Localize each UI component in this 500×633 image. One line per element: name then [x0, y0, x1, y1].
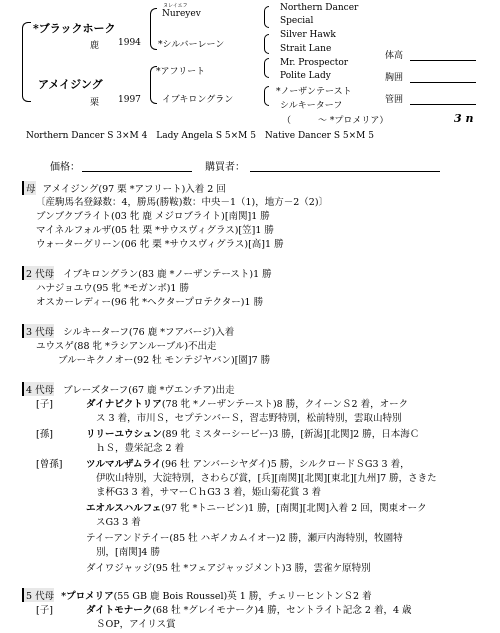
g2-line-2: オスカーレディー(96 牝 *ヘクタープロテクター)1 勝 — [36, 297, 264, 308]
g2-line-1: ハナジョユウ(95 牝 *モガンボ)1 勝 — [36, 283, 189, 294]
dam-section-head — [22, 181, 226, 195]
g4-child-2 — [36, 426, 419, 440]
gen3-4: Strait Lane — [280, 44, 332, 54]
dam-name: アメイジング — [38, 78, 103, 91]
gen3-5: Mr. Prospector — [280, 58, 349, 68]
gen3-6: Polite Lady — [280, 71, 331, 81]
measure-chest-label: 胸囲 — [385, 73, 404, 83]
relation-label: [子] — [36, 605, 53, 616]
g5-head-name: *プロメリア — [61, 591, 114, 602]
gen3-3: Silver Hawk — [280, 30, 336, 40]
horse-record: (68 牡 *グレイモナーク)4 勝，セントライト記念 2 着，4 歳 — [152, 605, 412, 616]
gen3-2: Special — [280, 16, 314, 26]
g3-head: シルキーターフ(76 鹿 *フアバージ)入着 — [63, 327, 235, 338]
family-note: （ 〜 *プロメリア） — [282, 116, 389, 126]
g2-section-head — [22, 266, 272, 280]
dam-head: アメイジング(97 栗 *アフリート)入着 2 回 — [42, 184, 226, 195]
g4-child-6: ダイワジャッジ(95 牡 *フェアジャッジメント)3 勝，雲雀ケ原特別 — [86, 563, 371, 574]
sire-color: 鹿 — [90, 41, 100, 51]
horse-record: (78 牝 *ノーザンテースト)8 勝，クイーンＳ2 着，オーク — [161, 399, 409, 410]
g4-child-3-cont-2: ま杯G3 3 着，サマーＣｈG3 3 着，姫山菊花賞 3 着 — [96, 487, 322, 498]
g4-child-2-cont: ｈＳ，豊栄記念 2 着 — [96, 443, 185, 454]
family-number: 3 n — [454, 112, 474, 125]
gen3-1: Northern Dancer — [280, 3, 359, 13]
gen3-7: *ノーザンテースト — [276, 87, 352, 97]
gen3-8: シルキーターフ — [280, 101, 343, 111]
g5-child-cont: ＳOP，アイリス賞 — [96, 619, 176, 630]
dam-line-1: 〔産駒馬名登録数：4，勝馬(勝鞍)数：中央－1（1)，地方－2（2)〕 — [36, 197, 329, 208]
measure-cannon-label: 管囲 — [385, 95, 404, 105]
g4-child-5: テイーアンドテイー(85 牡 ハギノカムイオー)2 勝，瀬戸内海特別，牧園特 — [86, 533, 403, 544]
g3-line-1: ユウスゲ(88 牝 *ラシアンルーブル)不出走 — [36, 341, 217, 352]
horse-name: ダイトモナーク — [86, 605, 153, 616]
g3-line-2: ブルーキクノオー(92 牡 モンテジヤバン)[園]7 勝 — [58, 355, 271, 366]
dam-sire: *アフリート — [156, 67, 206, 77]
relation-label: [曾孫] — [36, 459, 63, 470]
g5-head: (55 GB 鹿 Bois Roussel)英 1 勝，チェリーヒントンＳ2 着 — [113, 591, 372, 602]
g4-child-4 — [86, 500, 427, 514]
dam-year: 1997 — [118, 95, 141, 105]
sire-year: 1994 — [118, 38, 141, 48]
relation-label: [子] — [36, 399, 53, 410]
dam-line-3: マイネルフォルザ(05 牡 栗 *サウスヴィグラス)[笠]1 勝 — [36, 225, 274, 236]
dam-color: 栗 — [90, 98, 100, 108]
price-label: 価格： — [50, 162, 80, 173]
measure-height-label: 体高 — [385, 51, 404, 61]
g5-tag: 5 代母 — [22, 588, 54, 602]
horse-name: エオルスハルフェ — [86, 503, 162, 514]
dam-line-4: ウォーターグリーン(06 牝 栗 *サウスヴィグラス)[高]1 勝 — [36, 239, 284, 250]
horse-name: ダイナビクトリア — [86, 399, 162, 410]
dam-line-2: ブンブクブライト(03 牝 鹿 メジロブライト)[南関]1 勝 — [36, 211, 270, 222]
g4-child-3-cont-1: 伊吹山特別，大淀特別，さわらび賞，[兵][南関][北関][東北][九州]7 勝，さきた — [96, 473, 437, 484]
horse-record: (89 牝 ミスターシービー)3 勝，[新潟][北関]2 勝，日本海Ｃ — [161, 429, 420, 440]
dam-tag: 母 — [22, 181, 36, 195]
g4-child-1-cont: ス 3 着，市川Ｓ，セプテンバーＳ，習志野特別，松前特別，雲取山特別 — [96, 413, 402, 424]
g5-section-head — [22, 588, 372, 602]
g4-head: ブレーズターフ(67 鹿 *ヴエンチア)出走 — [63, 385, 235, 396]
buyer-label: 購買者： — [205, 162, 245, 173]
sire-sire: Nureyev — [162, 9, 201, 19]
g4-child-4-cont: スG3 3 着 — [96, 517, 141, 528]
g4-child-3 — [36, 456, 410, 470]
horse-record: (96 牡 アンバーシヤダイ)5 勝，シルクロードＳG3 3 着， — [161, 459, 410, 470]
dam-dam: イブキロングラン — [162, 95, 234, 105]
horse-name: ツルマルザムライ — [86, 459, 162, 470]
pedigree-brace-left — [22, 22, 31, 102]
g4-section-head — [22, 382, 235, 396]
pedigree-brace-g3a — [264, 6, 269, 28]
sire-sire-ruby: ヌレイエフ — [163, 3, 188, 9]
pedigree-brace-sire — [150, 8, 157, 50]
relation-label: [孫] — [36, 429, 53, 440]
g4-child-5-cont: 別，[南関]4 勝 — [96, 547, 160, 558]
g2-tag: 2 代母 — [22, 266, 54, 280]
g2-head: イブキロングラン(83 鹿 *ノーザンテースト)1 勝 — [63, 269, 272, 280]
g3-section-head — [22, 324, 234, 338]
inbreeding: Northern Dancer S 3×M 4 Lady Angela S 5×M 5 Native Dancer S 5×M 5 — [26, 131, 374, 141]
horse-name: リリーユウシュン — [86, 429, 162, 440]
horse-record: (97 牝 *トニービン)1 勝，[南関][北関]入着 2 回，関東オーク — [161, 503, 427, 514]
g4-tag: 4 代母 — [22, 382, 54, 396]
g3-tag: 3 代母 — [22, 324, 54, 338]
g4-child-1 — [36, 396, 408, 410]
sire-dam: *シルバーレーン — [158, 40, 225, 50]
pedigree-brace-g3d — [264, 86, 269, 106]
pedigree-brace-g3b — [264, 34, 269, 54]
g5-child — [36, 602, 412, 616]
sire-name: *ブラックホーク — [33, 22, 116, 35]
pedigree-brace-g3c — [264, 58, 269, 78]
